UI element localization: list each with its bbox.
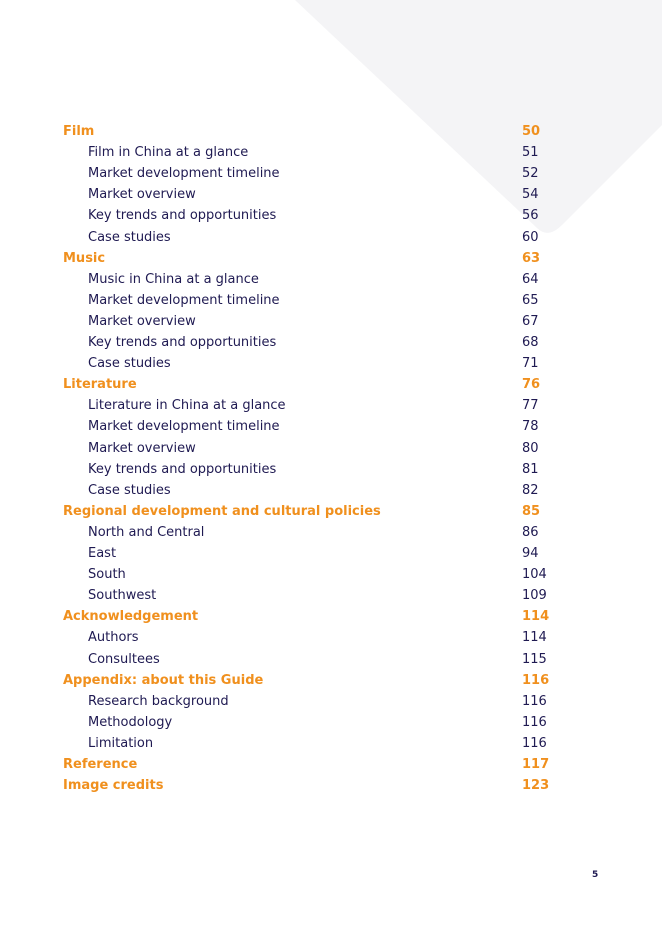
toc-entry-row	[0, 585, 662, 606]
toc-entry-title: Research background	[88, 693, 229, 709]
toc-section-title: Acknowledgement	[63, 609, 199, 625]
toc-entry-row	[0, 290, 662, 311]
toc-page-number: 76	[522, 377, 541, 393]
toc-entry-title: East	[88, 546, 117, 561]
toc-page-number: 123	[522, 778, 550, 794]
toc-entry-row	[0, 438, 662, 459]
toc-entry-row	[0, 543, 662, 564]
toc-section-row	[0, 374, 662, 395]
toc-entry-title: Market development timeline	[88, 166, 280, 182]
toc-entry-row	[0, 712, 662, 733]
toc-page-number: 65	[522, 292, 539, 308]
toc-page-number: 56	[522, 208, 539, 224]
toc-entry-row	[0, 733, 662, 754]
toc-entry-title: Market overview	[88, 313, 196, 329]
toc-page-number: 68	[522, 335, 539, 350]
toc-entry-title: Market overview	[88, 187, 196, 203]
toc-section-row	[0, 248, 662, 269]
toc-page-number: 50	[522, 124, 541, 139]
toc-section-row	[0, 501, 662, 522]
toc-page-number: 116	[522, 735, 547, 751]
toc-entry-row	[0, 227, 662, 248]
toc-page-number: 85	[522, 503, 541, 519]
toc-entry-title: Market development timeline	[88, 419, 280, 435]
toc-entry-title: Southwest	[88, 588, 157, 604]
toc-entry-row	[0, 416, 662, 437]
toc-page-number: 67	[522, 313, 539, 329]
toc-section-title: Regional development and cultural policies	[63, 503, 381, 519]
toc-section-title: Literature	[63, 377, 137, 393]
toc-entry-title: Market development timeline	[88, 292, 280, 308]
toc-entry-row	[0, 649, 662, 670]
toc-entry-title: Authors	[88, 630, 139, 646]
toc-entry-title: Key trends and opportunities	[88, 461, 277, 477]
toc-page-number: 109	[522, 588, 547, 604]
toc-page-number: 52	[522, 166, 539, 182]
toc-entry-title: Key trends and opportunities	[88, 335, 277, 350]
page-number: 5	[592, 870, 599, 880]
toc-entry-row	[0, 459, 662, 480]
toc-page-number: 78	[522, 419, 539, 435]
toc-page-number: 114	[522, 630, 547, 646]
toc-entry-row	[0, 142, 662, 163]
toc-entry-row	[0, 184, 662, 205]
toc-section-row	[0, 121, 662, 142]
toc-page-number: 82	[522, 482, 539, 498]
toc-page-number: 104	[522, 567, 547, 583]
toc-page-number: 80	[522, 440, 539, 456]
toc-entry-row	[0, 522, 662, 543]
toc-page-number: 94	[522, 546, 539, 561]
toc-entry-title: Methodology	[88, 714, 173, 730]
toc-entry-row	[0, 205, 662, 226]
toc-entry-row	[0, 311, 662, 332]
toc-entry-title: Limitation	[88, 735, 154, 751]
toc-page-number: 116	[522, 672, 550, 688]
toc-entry-title: Case studies	[88, 229, 171, 245]
toc-entry-title: Film in China at a glance	[88, 145, 249, 161]
toc-entry-row	[0, 691, 662, 712]
toc-entry-title: Music in China at a glance	[88, 271, 259, 287]
toc-section-row	[0, 670, 662, 691]
toc-section-row	[0, 754, 662, 775]
toc-page-number: 64	[522, 271, 539, 287]
toc-entry-row	[0, 163, 662, 184]
toc-section-title: Film	[63, 124, 95, 139]
toc-entry-row	[0, 353, 662, 374]
toc-section-title: Music	[63, 250, 106, 266]
toc-page-number: 116	[522, 693, 547, 709]
toc-entry-title: Consultees	[88, 651, 160, 667]
toc-entry-title: Literature in China at a glance	[88, 398, 286, 414]
toc-entry-title: Case studies	[88, 356, 171, 372]
toc-page-number: 114	[522, 609, 550, 625]
toc-entry-title: Market overview	[88, 440, 196, 456]
toc-page-number: 63	[522, 250, 541, 266]
toc-page-number: 86	[522, 524, 539, 540]
toc-page-number: 51	[522, 145, 539, 161]
toc-entry-row	[0, 395, 662, 416]
toc-entry-row	[0, 332, 662, 353]
toc-page-number: 116	[522, 714, 547, 730]
toc-page-number: 54	[522, 187, 539, 203]
toc-entry-row	[0, 269, 662, 290]
toc-section-title: Reference	[63, 757, 138, 772]
toc-entry-title: Case studies	[88, 482, 171, 498]
toc-page-number: 77	[522, 398, 539, 414]
toc-page-number: 60	[522, 229, 539, 245]
toc-entry-title: Key trends and opportunities	[88, 208, 277, 224]
toc-section-row	[0, 775, 662, 796]
toc-section-title: Image credits	[63, 778, 164, 794]
toc-page-number: 81	[522, 461, 539, 477]
toc-page-number: 115	[522, 651, 547, 667]
toc-section-row	[0, 606, 662, 627]
toc-entry-row	[0, 564, 662, 585]
toc-entry-row	[0, 480, 662, 501]
toc-entry-row	[0, 627, 662, 648]
toc-page-number: 117	[522, 757, 550, 772]
toc-page-number: 71	[522, 356, 539, 372]
toc-entry-title: North and Central	[88, 524, 205, 540]
toc-section-title: Appendix: about this Guide	[63, 672, 264, 688]
toc-entry-title: South	[88, 567, 126, 583]
